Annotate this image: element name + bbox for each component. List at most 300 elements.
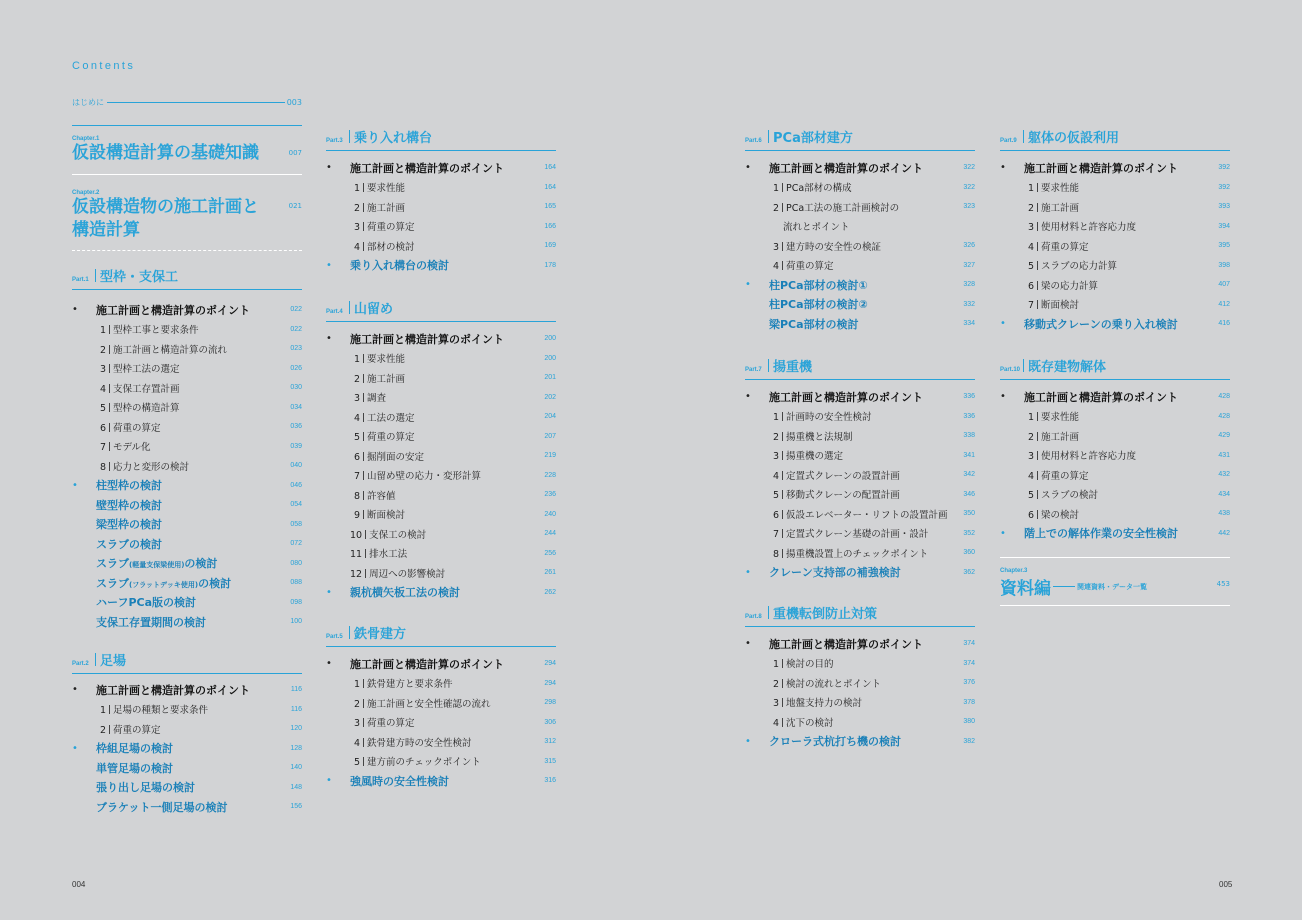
main-item[interactable] <box>745 158 975 178</box>
sub-item[interactable] <box>72 320 302 340</box>
sub-num: 5 <box>99 403 106 415</box>
part-heading[interactable] <box>1000 127 1230 145</box>
check-item[interactable] <box>72 515 302 535</box>
sub-label: 揚重機設置上のチェックポイント <box>786 548 929 560</box>
sub-item[interactable]: 1 計画時の安全性検討 336 <box>772 412 975 424</box>
main-item[interactable] <box>745 387 975 407</box>
page-number: 438 <box>1218 510 1230 518</box>
sub-item[interactable]: 2 施工計画 165 <box>353 202 556 214</box>
check-item[interactable] <box>72 612 302 632</box>
part-title: 躯体の仮設利用 <box>1028 131 1120 146</box>
page-number: 054 <box>290 501 302 509</box>
part-8-section <box>745 603 975 751</box>
check-label: クローラ式杭打ち機の検討 <box>769 735 901 749</box>
sub-item[interactable]: 3 荷重の算定 306 <box>353 718 556 730</box>
page-number: 323 <box>963 203 975 211</box>
page-number: 030 <box>290 384 302 392</box>
sub-item[interactable] <box>72 398 302 418</box>
sub-label: 荷重の算定 <box>113 422 161 434</box>
page-number: 382 <box>963 737 975 745</box>
page-number: 240 <box>544 510 556 518</box>
page-number: 165 <box>544 203 556 211</box>
page-number: 428 <box>1218 412 1230 420</box>
bullet-icon: • <box>745 566 751 578</box>
part-title: 足場 <box>100 654 127 669</box>
page-number: 023 <box>290 345 302 353</box>
page-number: 140 <box>290 764 302 772</box>
page-number: 236 <box>544 491 556 499</box>
sub-label: 施工計画と安全性確認の流れ <box>367 698 491 710</box>
sub-label: 断面検討 <box>367 510 406 522</box>
page-number: 080 <box>290 559 302 567</box>
sub-item[interactable]: 4 荷重の算定 432 <box>1027 470 1230 482</box>
sub-num: 2 <box>99 344 106 356</box>
sub-item[interactable]: 2 施工計画と安全性確認の流れ 298 <box>353 698 556 710</box>
part-title: PCa部材建方 <box>773 131 853 146</box>
chapter-label: Chapter.3 <box>1000 568 1028 574</box>
part-2-section <box>72 650 302 817</box>
sub-item[interactable]: 6 掘削面の安定 219 <box>353 451 556 463</box>
check-label: 移動式クレーンの乗り入れ検討 <box>1024 317 1178 331</box>
sub-label: 断面検討 <box>1041 300 1080 312</box>
sub-label: 鉄骨建方と要求条件 <box>367 679 453 691</box>
sub-label: 沈下の検討 <box>786 717 834 729</box>
part-bar <box>349 301 350 314</box>
page-number: 256 <box>544 549 556 557</box>
sub-num: 4 <box>99 383 106 395</box>
check-item[interactable] <box>745 295 975 315</box>
sub-item[interactable]: 9 断面検討 240 <box>353 510 556 522</box>
check-item[interactable] <box>745 275 975 295</box>
page-number: 328 <box>963 281 975 289</box>
sub-label: 施工計画 <box>1041 431 1080 443</box>
sub-item[interactable]: 3 使用材料と許容応力度 431 <box>1027 451 1230 463</box>
page-number: 407 <box>1218 281 1230 289</box>
sub-label: 建方前のチェックポイント <box>367 757 481 769</box>
check-label: 張り出し足場の検討 <box>96 781 195 795</box>
sub-num: 1 <box>99 325 106 337</box>
chapter-title: 仮設構造計算の基礎知識 <box>72 143 259 163</box>
sub-label: 要求性能 <box>1041 183 1080 195</box>
part-heading[interactable] <box>72 650 302 668</box>
intro-page: 003 <box>286 98 302 107</box>
sub-label: 荷重の算定 <box>367 222 415 234</box>
chapter-label: Chapter.2 <box>72 190 100 196</box>
page-number: 393 <box>1218 203 1230 211</box>
part-label: Part.5 <box>326 634 343 640</box>
divider <box>72 125 302 126</box>
bullet-icon: • <box>745 162 751 174</box>
check-item[interactable] <box>72 797 302 817</box>
page-number: 228 <box>544 471 556 479</box>
part-label: Part.7 <box>745 367 762 373</box>
check-item[interactable] <box>745 563 975 583</box>
part-4-section <box>326 298 556 602</box>
page-number: 046 <box>290 481 302 489</box>
main-item-label: 施工計画と構造計算のポイント <box>769 161 923 175</box>
sub-label: 移動式クレーンの配置計画 <box>786 490 900 502</box>
sub-label: 排水工法 <box>369 549 408 561</box>
check-item[interactable] <box>72 534 302 554</box>
page-number: 322 <box>963 183 975 191</box>
bullet-icon: • <box>745 638 751 650</box>
check-label: 枠組足場の検討 <box>96 742 173 756</box>
page-number: 034 <box>290 403 302 411</box>
sub-item[interactable]: 1 検討の目的 374 <box>772 659 975 671</box>
chapter-1-block[interactable] <box>72 125 302 175</box>
sub-item[interactable]: 5 建方前のチェックポイント 315 <box>353 757 556 769</box>
page-number: 200 <box>544 335 556 343</box>
sub-item[interactable]: 4 工法の選定 204 <box>353 412 556 424</box>
sub-label: 要求性能 <box>367 354 406 366</box>
sub-label: 荷重の算定 <box>113 724 161 736</box>
sub-num: 3 <box>99 364 106 376</box>
sub-item[interactable]: 6 仮設エレベーター・リフトの設置計画 350 <box>772 509 975 521</box>
part-bar <box>768 359 769 372</box>
check-item[interactable] <box>72 593 302 613</box>
part-heading[interactable] <box>326 127 556 145</box>
check-label: 乗り入れ構台の検討 <box>350 259 449 273</box>
main-item[interactable] <box>72 300 302 320</box>
sub-item[interactable]: 2 PCa工法の施工計画検討の 323 <box>772 202 975 214</box>
sub-item[interactable]: 8 揚重機設置上のチェックポイント 360 <box>772 548 975 560</box>
sub-label: 支保工存置計画 <box>113 383 180 395</box>
page-number: 360 <box>963 549 975 557</box>
divider <box>72 250 302 251</box>
sub-label: 地盤支持力の検討 <box>786 698 863 710</box>
page-number: 352 <box>963 529 975 537</box>
page-number: 374 <box>963 659 975 667</box>
check-label: 単管足場の検討 <box>96 761 173 775</box>
part-bar <box>349 626 350 639</box>
part-9-section <box>1000 127 1230 334</box>
check-item[interactable] <box>326 256 556 276</box>
part-heading[interactable] <box>1000 356 1230 374</box>
sub-label: 要求性能 <box>1041 412 1080 424</box>
sub-item[interactable]: 3 荷重の算定 166 <box>353 222 556 234</box>
sub-item[interactable] <box>72 456 302 476</box>
chapter-3-block[interactable] <box>1000 557 1230 606</box>
part-title: 型枠・支保工 <box>100 270 179 285</box>
part-label: Part.8 <box>745 614 762 620</box>
page-number: 204 <box>544 413 556 421</box>
sub-label: 梁の応力計算 <box>1041 280 1099 292</box>
sub-item[interactable]: 1 要求性能 164 <box>353 183 556 195</box>
page-number: 100 <box>290 618 302 626</box>
sub-label: 荷重の算定 <box>1041 241 1089 253</box>
bullet-icon: • <box>326 775 332 787</box>
part-6-section <box>745 127 975 334</box>
bullet-icon: • <box>72 684 78 696</box>
sub-label: 計画時の安全性検討 <box>786 412 872 424</box>
sub-label: 定置式クレーン基礎の計画・設計 <box>786 529 929 541</box>
check-item[interactable] <box>72 554 302 574</box>
sub-item[interactable] <box>72 437 302 457</box>
sub-item[interactable]: 3 揚重機の選定 341 <box>772 451 975 463</box>
part-heading[interactable] <box>745 127 975 145</box>
sub-item[interactable]: 2 施工計画 429 <box>1027 431 1230 443</box>
sub-label: PCa部材の構成 <box>786 183 852 195</box>
sub-label: 建方時の安全性の検証 <box>786 241 882 253</box>
bullet-icon: • <box>1000 318 1006 330</box>
check-item[interactable] <box>72 758 302 778</box>
page-number: 392 <box>1218 183 1230 191</box>
leader-line <box>107 102 285 103</box>
sub-label: 掘削面の安定 <box>367 451 425 463</box>
sub-item[interactable]: 8 許容値 236 <box>353 490 556 502</box>
sub-item[interactable]: 5 移動式クレーンの配置計画 346 <box>772 490 975 502</box>
page-number: 395 <box>1218 242 1230 250</box>
part-heading[interactable] <box>745 356 975 374</box>
check-item[interactable] <box>72 476 302 496</box>
sub-item[interactable]: 10 支保工の検討 244 <box>350 529 556 541</box>
main-item-label: 施工計画と構造計算のポイント <box>350 332 504 346</box>
sub-item[interactable]: 1 要求性能 428 <box>1027 412 1230 424</box>
page-number: 036 <box>290 423 302 431</box>
part-title: 揚重機 <box>773 360 813 375</box>
sub-item[interactable]: 4 沈下の検討 380 <box>772 717 975 729</box>
page-number: 336 <box>963 393 975 401</box>
check-item[interactable] <box>1000 314 1230 334</box>
sub-label: PCa工法の施工計画検討の <box>786 202 900 214</box>
page-number: 431 <box>1218 451 1230 459</box>
sub-item[interactable]: 12 周辺への影響検討 261 <box>350 568 556 580</box>
main-item-label: 施工計画と構造計算のポイント <box>96 303 250 317</box>
part-heading[interactable] <box>326 298 556 316</box>
sub-item[interactable]: 2 揚重機と法規制 338 <box>772 431 975 443</box>
page-number: 116 <box>290 705 302 713</box>
sub-item[interactable]: 7 定置式クレーン基礎の計画・設計 352 <box>772 529 975 541</box>
check-item[interactable] <box>326 583 556 603</box>
sub-item[interactable]: 1 鉄骨建方と要求条件 294 <box>353 679 556 691</box>
page-number: 120 <box>290 725 302 733</box>
page-number: 350 <box>963 510 975 518</box>
bullet-icon: • <box>1000 527 1006 539</box>
sub-num: 6 <box>99 422 106 434</box>
page-number: 022 <box>290 325 302 333</box>
chapter-title: 資料編 <box>1000 579 1051 599</box>
part-heading[interactable] <box>745 603 975 621</box>
sub-item[interactable]: 2 施工計画 393 <box>1027 202 1230 214</box>
sub-label: 支保工の検討 <box>369 529 427 541</box>
page-number: 219 <box>544 452 556 460</box>
page-number: 040 <box>290 462 302 470</box>
page-number: 261 <box>544 569 556 577</box>
divider <box>1000 605 1230 606</box>
check-label: ハーフPCa版の検討 <box>96 596 197 610</box>
sub-item[interactable]: 2 荷重の算定 120 <box>99 724 302 736</box>
sub-label: 許容値 <box>367 490 396 502</box>
main-item[interactable] <box>326 329 556 349</box>
sub-item[interactable] <box>72 359 302 379</box>
sub-item[interactable]: 5 荷重の算定 207 <box>353 432 556 444</box>
sub-item[interactable]: 2 施工計画 201 <box>353 373 556 385</box>
sub-label: 周辺への影響検討 <box>369 568 446 580</box>
page-number: 394 <box>1218 222 1230 230</box>
intro-entry[interactable] <box>72 97 302 108</box>
check-label: ブラケット一側足場の検討 <box>96 800 228 814</box>
sub-item[interactable]: 5 スラブの応力計算 398 <box>1027 261 1230 273</box>
part-label: Part.6 <box>745 138 762 144</box>
sub-label: 調査 <box>367 393 387 405</box>
sub-item[interactable]: 3 地盤支持力の検討 378 <box>772 698 975 710</box>
sub-label: 施工計画 <box>367 373 406 385</box>
sub-item[interactable]: 4 部材の検討 169 <box>353 241 556 253</box>
bullet-icon: • <box>1000 391 1006 403</box>
sub-label: 施工計画 <box>1041 202 1080 214</box>
leader-line <box>1053 586 1075 587</box>
page-number: 262 <box>544 588 556 596</box>
page-number: 312 <box>544 738 556 746</box>
check-item[interactable] <box>72 739 302 759</box>
sub-label: 型枠の構造計算 <box>113 403 180 415</box>
sub-item[interactable]: 4 荷重の算定 395 <box>1027 241 1230 253</box>
bullet-icon: • <box>745 735 751 747</box>
check-label: 支保工存置期間の検討 <box>96 615 206 629</box>
sub-item[interactable]: 4 定置式クレーンの設置計画 342 <box>772 470 975 482</box>
part-bar <box>1023 130 1024 143</box>
page-number: 164 <box>544 164 556 172</box>
check-label: 壁型枠の検討 <box>96 498 162 512</box>
sub-item[interactable]: 7 断面検討 412 <box>1027 300 1230 312</box>
part-title: 鉄骨建方 <box>354 627 407 642</box>
part-title: 乗り入れ構台 <box>354 131 433 146</box>
bullet-icon: • <box>326 333 332 345</box>
part-label: Part.3 <box>326 138 343 144</box>
divider <box>1000 557 1230 558</box>
sub-item-continuation[interactable] <box>745 217 975 237</box>
main-item[interactable] <box>326 158 556 178</box>
page-number: 128 <box>290 744 302 752</box>
main-item[interactable] <box>72 680 302 700</box>
main-item[interactable] <box>1000 387 1230 407</box>
page-number-left: 004 <box>72 880 86 889</box>
bullet-icon: • <box>326 259 332 271</box>
sub-label: 型枠工法の選定 <box>113 364 180 376</box>
sub-item[interactable]: 1 要求性能 392 <box>1027 183 1230 195</box>
sub-item[interactable]: 4 荷重の算定 327 <box>772 261 975 273</box>
main-item[interactable] <box>745 634 975 654</box>
sub-item[interactable]: 3 使用材料と許容応力度 394 <box>1027 222 1230 234</box>
sub-item[interactable]: 3 建方時の安全性の検証 326 <box>772 241 975 253</box>
chapter-page: 453 <box>1216 580 1230 588</box>
part-3-section <box>326 127 556 275</box>
sub-label: 部材の検討 <box>367 241 415 253</box>
check-item[interactable] <box>72 778 302 798</box>
sub-item[interactable]: 11 排水工法 256 <box>350 549 556 561</box>
sub-label: スラブの検討 <box>1041 490 1099 502</box>
page-number: 336 <box>963 412 975 420</box>
check-item[interactable] <box>326 771 556 791</box>
sub-label: 検討の流れとポイント <box>786 678 882 690</box>
part-bar <box>1023 359 1024 372</box>
sub-item[interactable]: 7 山留め壁の応力・変形計算 228 <box>353 471 556 483</box>
part-7-section <box>745 356 975 582</box>
sub-label: 荷重の算定 <box>367 432 415 444</box>
page-number: 428 <box>1218 393 1230 401</box>
page-number: 416 <box>1218 320 1230 328</box>
part-label: Part.9 <box>1000 138 1017 144</box>
chapter-label: Chapter.1 <box>72 136 100 142</box>
sub-item[interactable]: 5 スラブの検討 434 <box>1027 490 1230 502</box>
main-item[interactable] <box>1000 158 1230 178</box>
page-number: 346 <box>963 490 975 498</box>
sub-item[interactable] <box>72 417 302 437</box>
bullet-icon: • <box>745 279 751 291</box>
main-item[interactable] <box>326 654 556 674</box>
check-label: 梁PCa部材の検討 <box>769 317 859 331</box>
check-item[interactable] <box>745 732 975 752</box>
page-number: 088 <box>290 579 302 587</box>
part-heading[interactable] <box>72 266 302 284</box>
sub-item[interactable]: 4 鉄骨建方時の安全性検討 312 <box>353 737 556 749</box>
sub-label: 型枠工事と要求条件 <box>113 325 199 337</box>
sub-item[interactable] <box>72 378 302 398</box>
page-number: 412 <box>1218 300 1230 308</box>
page-number-right: 005 <box>1219 880 1233 889</box>
main-item-label: 施工計画と構造計算のポイント <box>350 161 504 175</box>
page-number: 166 <box>544 222 556 230</box>
check-label: スラブ(軽量支保梁使用)の検討 <box>96 557 218 571</box>
part-label: Part.4 <box>326 309 343 315</box>
page-number: 380 <box>963 718 975 726</box>
check-label: 柱型枠の検討 <box>96 479 162 493</box>
check-item[interactable] <box>1000 524 1230 544</box>
part-1-section <box>72 266 302 632</box>
check-item[interactable] <box>72 573 302 593</box>
check-item[interactable] <box>745 314 975 334</box>
part-bar <box>95 269 96 282</box>
page-number: 334 <box>963 320 975 328</box>
check-label: 階上での解体作業の安全性検討 <box>1024 527 1178 541</box>
sub-item[interactable]: 1 足場の種類と要求条件 116 <box>99 705 302 717</box>
page-number: 058 <box>290 520 302 528</box>
main-item-label: 施工計画と構造計算のポイント <box>769 637 923 651</box>
part-heading[interactable] <box>326 623 556 641</box>
page-number: 322 <box>963 164 975 172</box>
part-5-section <box>326 623 556 791</box>
part-10-section <box>1000 356 1230 543</box>
check-item[interactable] <box>72 495 302 515</box>
check-label: クレーン支持部の補強検討 <box>769 566 901 580</box>
bullet-icon: • <box>326 586 332 598</box>
sub-item[interactable]: 6 梁の応力計算 407 <box>1027 280 1230 292</box>
sub-item[interactable]: 6 梁の検討 438 <box>1027 509 1230 521</box>
page-number: 392 <box>1218 164 1230 172</box>
page-number: 376 <box>963 679 975 687</box>
sub-label: 定置式クレーンの設置計画 <box>786 470 900 482</box>
sub-item[interactable]: 1 要求性能 200 <box>353 354 556 366</box>
bullet-icon: • <box>72 304 78 316</box>
divider <box>72 174 302 175</box>
check-label: 親杭横矢板工法の検討 <box>350 586 460 600</box>
sub-label: モデル化 <box>113 442 151 454</box>
bullet-icon: • <box>72 479 78 491</box>
chapter-2-block[interactable] <box>72 190 302 251</box>
check-label: 柱PCa部材の検討② <box>769 298 868 312</box>
part-label: Part.10 <box>1000 367 1021 373</box>
page-number: 327 <box>963 261 975 269</box>
sub-item[interactable]: 3 調査 202 <box>353 393 556 405</box>
part-label: Part.1 <box>72 277 89 283</box>
sub-item[interactable]: 2 検討の流れとポイント 376 <box>772 678 975 690</box>
page-number: 148 <box>290 783 302 791</box>
sub-label: 荷重の算定 <box>1041 470 1089 482</box>
sub-item[interactable] <box>72 339 302 359</box>
page-number: 442 <box>1218 529 1230 537</box>
sub-item[interactable]: 1 PCa部材の構成 322 <box>772 183 975 195</box>
sub-label: 荷重の算定 <box>367 718 415 730</box>
